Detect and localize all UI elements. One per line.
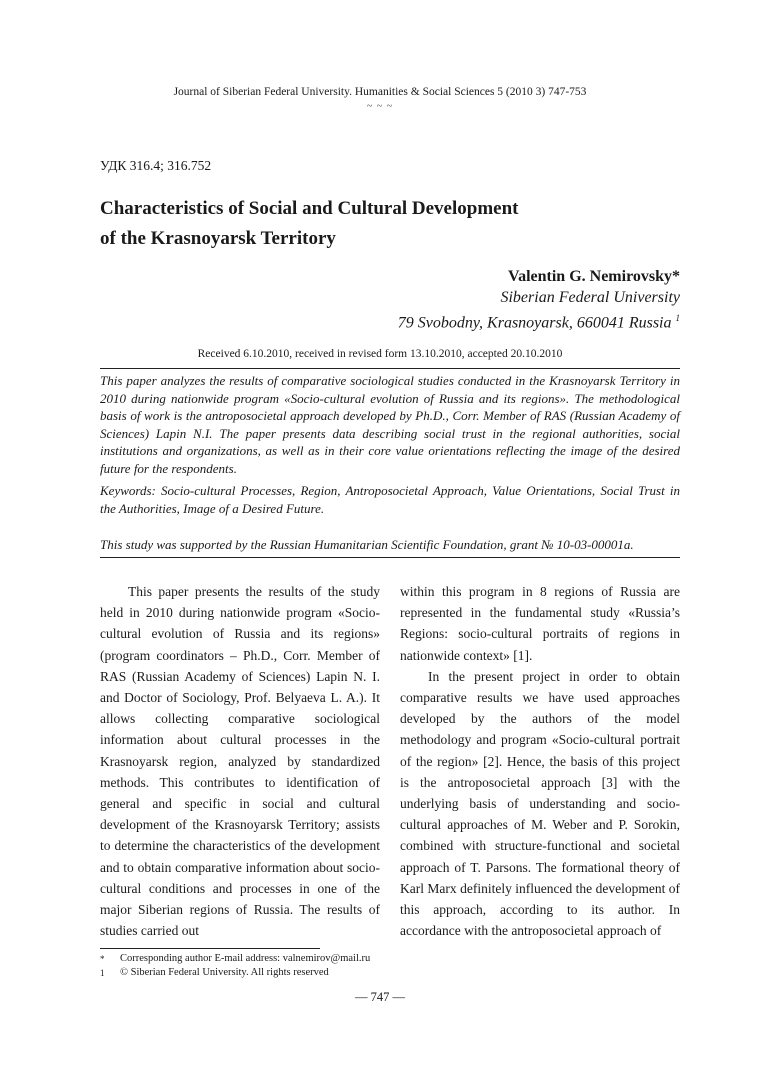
author-name: Valentin G. Nemirovsky* <box>507 268 680 285</box>
udk-code: УДК 316.4; 316.752 <box>100 158 212 173</box>
footnote-rule <box>100 948 320 949</box>
body-column-right <box>400 581 680 941</box>
title-line-2: of the Krasnoyarsk Territory <box>100 228 336 249</box>
funding-note: This study was supported by the Russian Humanitarian Scientific Foundation, grant № 10-03-00001a. <box>100 537 634 552</box>
address-footnote-mark: 1 <box>675 313 680 323</box>
footnotes <box>100 952 370 980</box>
body-paragraph: This paper presents the results of the study held in 2010 during nationwide program «Socio-cultural evolution of Russia and its regions» (program coordinators – Ph.D., Corr. Member of RAS (Russian Academy of Sciences) Lapin N. I. and Doctor of Sociology, Prof. Belyaeva L. A.). It allows collecting comparative sociological information about cultural processes in the Krasnoyarsk region, analyzed by standardized methods. This contributes to identification of general and specific in social and cultural development of the Krasnoyarsk Territory; assists to determine the characteristics of the development and to obtain comparative information about socio-cultural conditions and processes in one of the major Siberian regions of Russia. The results of studies carried out <box>100 584 380 939</box>
footnote-mark: 1 <box>100 968 105 978</box>
footnote-mark: * <box>100 954 105 964</box>
body-column-left <box>100 581 380 941</box>
footnote-text: © Siberian Federal University. All rights reserved <box>120 967 329 978</box>
footnote-item <box>100 952 370 966</box>
author-affiliation: Siberian Federal University <box>500 289 680 306</box>
received-dates: Received 6.10.2010, received in revised form 13.10.2010, accepted 20.10.2010 <box>197 348 563 360</box>
abstract-top-rule <box>100 368 680 369</box>
journal-header: Journal of Siberian Federal University. Humanities & Social Sciences 5 (2010 3) 747-753 <box>173 86 587 98</box>
body-paragraph: within this program in 8 regions of Russia are represented in the fundamental study «Russia’s Regions: socio-cultural portraits of regions in nationwide context» [1]. <box>400 584 680 663</box>
page-number: — 747 — <box>355 990 405 1004</box>
header-ornament: ~ ~ ~ <box>366 101 394 112</box>
title-line-1: Characteristics of Social and Cultural Development <box>100 198 519 219</box>
article-title <box>100 194 660 254</box>
author-address-line <box>398 308 680 333</box>
footnote-item <box>100 966 370 980</box>
keywords: Keywords: Socio-cultural Processes, Region, Antroposocietal Approach, Value Orientations, Social Trust in the Authorities, Image of a Desired Future. <box>100 483 680 516</box>
footnote-text: Corresponding author E-mail address: valnemirov@mail.ru <box>120 953 371 964</box>
body-paragraph: In the present project in order to obtain comparative results we have used approaches developed by the authors of the model methodology and program «Socio-cultural portrait of the region» [2]. Hence, the basis of this project is the antroposocietal approach [3] with the underlying basis of understanding and socio-cultural approaches of M. Weber and P. Sorokin, combined with structure-functional and societal approach of T. Parsons. The formational theory of Karl Marx definitely influenced the development of this approach, according to its author. In accordance with the antroposocietal approach of <box>400 668 680 939</box>
author-block <box>398 266 680 333</box>
author-address: 79 Svobodny, Krasnoyarsk, 660041 Russia <box>397 314 672 332</box>
abstract-bottom-rule <box>100 557 680 558</box>
abstract: This paper analyzes the results of comparative sociological studies conducted in the Krasnoyarsk Territory in 2010 during nationwide program «Socio-cultural evolution of Russia and its regions». The methodological basis of work is the antroposocietal approach developed by Ph.D., Corr. Member of RAS (Russian Academy of Sciences) Lapin N.I. The paper presents data describing social trust in the regional authorities, social institutions and organizations, as well as in their core value orientations reflecting the image of the desired future for the respondents. <box>100 373 680 476</box>
